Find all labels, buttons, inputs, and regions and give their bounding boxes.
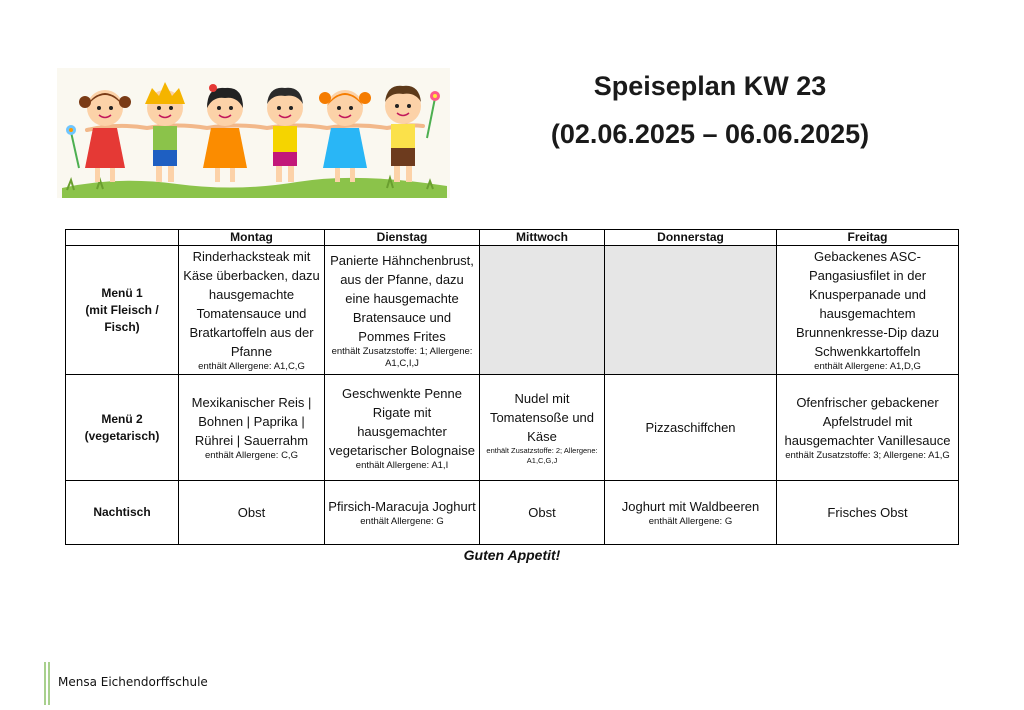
allergen-note: enthält Zusatzstoffe: 3; Allergene: A1,G bbox=[785, 450, 950, 461]
meal-cell bbox=[179, 481, 325, 545]
dish-name: Gebackenes ASC-Pangasiusfilet in der Knusperpanade und hausgemachtem Brunnenkresse-Dip dazu Schwenkkartoffeln bbox=[795, 249, 940, 359]
meal-cell bbox=[179, 375, 325, 481]
meal-cell bbox=[605, 375, 777, 481]
meal-cell bbox=[325, 481, 480, 545]
meal-cell bbox=[480, 481, 605, 545]
dish-name: Mexikanischer Reis | Bohnen | Paprika | Rührei | Sauerrahm bbox=[191, 395, 312, 448]
closing-text: Guten Appetit! bbox=[463, 547, 561, 563]
footer-accent-bars bbox=[44, 662, 53, 705]
table-row bbox=[66, 481, 959, 545]
row-label-dessert bbox=[66, 481, 179, 545]
meal-cell bbox=[777, 246, 959, 375]
dish-name: Pfirsich-Maracuja Joghurt bbox=[328, 499, 476, 514]
allergen-note: enthält Allergene: A1,D,G bbox=[814, 361, 921, 372]
dish-name: Rinderhacksteak mit Käse überbacken, dazu hausgemachte Tomatensauce und Bratkartoffeln aus der Pfanne bbox=[183, 249, 320, 359]
dish-name: Obst bbox=[237, 505, 266, 520]
row-label-line: Menü 1 bbox=[101, 285, 143, 300]
row-label-line: Nachtisch bbox=[93, 505, 151, 519]
meal-cell bbox=[179, 246, 325, 375]
dish-name: Pizzaschiffchen bbox=[645, 420, 736, 435]
header-empty-cell bbox=[66, 230, 179, 246]
meal-cell bbox=[325, 246, 480, 375]
allergen-note: enthält Allergene: A1,I bbox=[355, 459, 449, 471]
table-row bbox=[66, 246, 959, 375]
dish-name: Ofenfrischer gebackener Apfelstrudel mit hausgemachter Vanillesauce bbox=[784, 395, 951, 448]
table-row bbox=[66, 375, 959, 481]
meal-cell bbox=[325, 375, 480, 481]
meal-cell bbox=[777, 375, 959, 481]
dish-name: Panierte Hähnchenbrust, aus der Pfanne, dazu eine hausgemachte Bratensauce und Pommes Frites bbox=[330, 252, 474, 344]
allergen-note: enthält Zusatzstoffe: 1; Allergene: A1,C,I,J bbox=[331, 345, 473, 369]
meal-cell bbox=[480, 375, 605, 481]
closing-greeting bbox=[0, 547, 1024, 563]
empty-meal-cell bbox=[480, 246, 605, 375]
dish-name: Obst bbox=[528, 505, 556, 520]
row-label-line: (mit Fleisch / bbox=[85, 302, 159, 317]
day-header: Dienstag bbox=[325, 230, 480, 246]
dish-name: Joghurt mit Waldbeeren bbox=[621, 499, 760, 514]
meal-cell bbox=[605, 481, 777, 545]
title-week: Speiseplan KW 23 bbox=[593, 71, 827, 101]
table-header-row bbox=[66, 230, 959, 246]
row-label-menu-2 bbox=[66, 375, 179, 481]
allergen-note: enthält Allergene: A1,C,G bbox=[198, 361, 305, 372]
meal-cell bbox=[777, 481, 959, 545]
dish-name: Nudel mit Tomatensoße und Käse bbox=[489, 391, 595, 444]
dish-name: Frisches Obst bbox=[827, 505, 908, 520]
kids-banner-illustration bbox=[57, 68, 450, 198]
row-label-line: (vegetarisch) bbox=[84, 428, 160, 443]
row-label-line: Fisch) bbox=[104, 319, 140, 334]
row-label-line: Menü 2 bbox=[101, 411, 143, 426]
allergen-note: enthält Allergene: C,G bbox=[205, 450, 298, 461]
allergen-note: enthält Zusatzstoffe: 2; Allergene: A1,C,G,J bbox=[486, 446, 598, 465]
row-label-menu-1 bbox=[66, 246, 179, 375]
allergen-note: enthält Allergene: G bbox=[360, 516, 444, 527]
empty-meal-cell bbox=[605, 246, 777, 375]
day-header: Donnerstag bbox=[605, 230, 777, 246]
title-date-range: (02.06.2025 – 06.06.2025) bbox=[550, 119, 870, 149]
dish-name: Geschwenkte Penne Rigate mit hausgemachter vegetarischer Bolognaise bbox=[329, 385, 475, 458]
day-header: Freitag bbox=[777, 230, 959, 246]
footer-school-name: Mensa Eichendorffschule bbox=[58, 675, 208, 689]
page-title bbox=[520, 62, 900, 158]
allergen-note: enthält Allergene: G bbox=[648, 516, 733, 527]
meal-plan-table bbox=[65, 229, 959, 545]
day-header: Mittwoch bbox=[480, 230, 605, 246]
day-header: Montag bbox=[179, 230, 325, 246]
